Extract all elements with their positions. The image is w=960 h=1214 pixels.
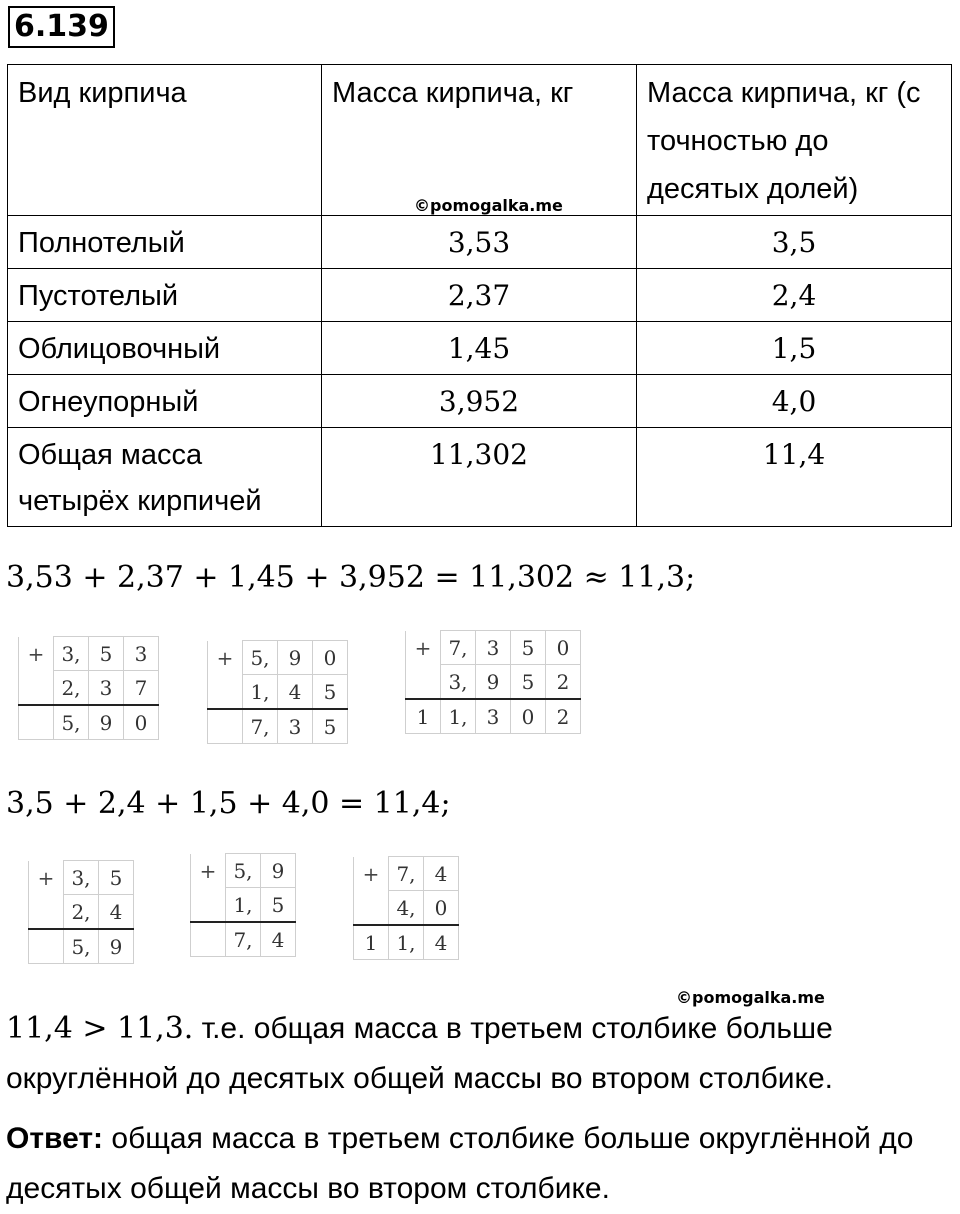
- brick-mass: 2,37: [322, 269, 637, 322]
- brick-mass: 11,302: [322, 428, 637, 527]
- grid-row: [191, 922, 296, 957]
- grid-digit: [19, 671, 54, 706]
- problem-number: 6.139: [8, 6, 115, 48]
- brick-mass: 3,952: [322, 375, 637, 428]
- grid-digit: 1: [354, 925, 389, 960]
- grid-digit: 3: [124, 637, 159, 671]
- table-total-row: [8, 428, 952, 527]
- grid-digit: 7,: [226, 922, 261, 957]
- grid-digit: 5: [261, 888, 296, 923]
- grid-digit: 0: [313, 641, 348, 675]
- grid-digit: 9: [89, 705, 124, 740]
- brick-mass-rounded: 2,4: [637, 269, 952, 322]
- grid-row: [354, 891, 459, 926]
- comparison-explanation: т.е. общая масса в третьем столбике больше округлённой до десятых общей массы во втором столбике.: [6, 1012, 834, 1095]
- grid-digit: 1,: [226, 888, 261, 923]
- brick-name: Полнотелый: [8, 216, 322, 269]
- grid-digit: 0: [124, 705, 159, 740]
- table-row: [8, 269, 952, 322]
- plus-sign: +: [29, 861, 64, 895]
- grid-digit: 5: [99, 861, 134, 895]
- grid-digit: 3: [476, 699, 511, 734]
- brick-name: Облицовочный: [8, 322, 322, 375]
- grid-digit: 9: [476, 665, 511, 700]
- brick-mass: 3,53: [322, 216, 637, 269]
- grid-digit: [406, 665, 441, 700]
- grid-row: [19, 705, 159, 740]
- grid-digit: 3,: [64, 861, 99, 895]
- brick-mass-rounded: 1,5: [637, 322, 952, 375]
- brick-mass-rounded: 11,4: [637, 428, 952, 527]
- grid-digit: 7: [124, 671, 159, 706]
- answer-body: общая масса в третьем столбике больше округлённой до десятых общей массы во втором столбике.: [6, 1122, 914, 1205]
- grid-digit: 5: [313, 709, 348, 744]
- grid-digit: 7,: [389, 857, 424, 891]
- grid-digit: 0: [424, 891, 459, 926]
- grid-digit: 2,: [54, 671, 89, 706]
- header-brick-mass-rounded: Масса кирпича, кг (с точностью до десятых долей): [637, 65, 952, 216]
- grid-digit: 4: [99, 895, 134, 930]
- grid-digit: [354, 891, 389, 926]
- brick-name: Общая масса четырёх кирпичей: [8, 428, 322, 527]
- grid-row: [406, 631, 581, 665]
- grid-digit: [19, 705, 54, 740]
- grid-digit: 1,: [389, 925, 424, 960]
- grid-row: [208, 675, 348, 710]
- table-row: [8, 375, 952, 428]
- plus-sign: +: [406, 631, 441, 665]
- grid-digit: 4: [424, 857, 459, 891]
- grid-digit: 2,: [64, 895, 99, 930]
- grid-digit: 5: [313, 675, 348, 710]
- plus-sign: +: [19, 637, 54, 671]
- column-addition-grid: [405, 630, 581, 734]
- grid-row: [208, 641, 348, 675]
- watermark: ©pomogalka.me: [676, 988, 825, 1007]
- grid-row: [354, 857, 459, 891]
- grid-digit: 3,: [441, 665, 476, 700]
- brick-mass-rounded: 3,5: [637, 216, 952, 269]
- answer-text: [6, 1114, 951, 1214]
- table-header-row: [8, 65, 952, 216]
- grid-digit: 5: [511, 665, 546, 700]
- grid-digit: 1: [406, 699, 441, 734]
- brick-mass-table: [7, 64, 952, 527]
- column-addition-grid: [28, 860, 134, 964]
- grid-digit: 4,: [389, 891, 424, 926]
- grid-row: [29, 929, 134, 964]
- plus-sign: +: [208, 641, 243, 675]
- grid-digit: 3: [476, 631, 511, 665]
- grid-digit: 0: [546, 631, 581, 665]
- grid-digit: [29, 929, 64, 964]
- comparison-text: [6, 1004, 951, 1104]
- grid-row: [29, 861, 134, 895]
- grid-digit: 7,: [243, 709, 278, 744]
- grid-row: [191, 854, 296, 888]
- grid-digit: 4: [278, 675, 313, 710]
- grid-digit: 1,: [243, 675, 278, 710]
- header-brick-type: Вид кирпича: [8, 65, 322, 216]
- equation-sum-exact: 3,53 + 2,37 + 1,45 + 3,952 = 11,302 ≈ 11,3;: [6, 560, 696, 595]
- grid-digit: 5: [511, 631, 546, 665]
- grid-digit: 4: [261, 922, 296, 957]
- grid-digit: 5: [89, 637, 124, 671]
- grid-row: [406, 665, 581, 700]
- grid-digit: 5,: [54, 705, 89, 740]
- brick-name: Пустотелый: [8, 269, 322, 322]
- table-row: [8, 216, 952, 269]
- grid-row: [19, 637, 159, 671]
- grid-digit: 3: [89, 671, 124, 706]
- column-addition-grid: [207, 640, 348, 744]
- table-row: [8, 322, 952, 375]
- grid-digit: 3,: [54, 637, 89, 671]
- grid-digit: 2: [546, 699, 581, 734]
- grid-digit: [208, 675, 243, 710]
- grid-digit: 9: [278, 641, 313, 675]
- comparison-math: 11,4 > 11,3.: [6, 1011, 194, 1046]
- grid-digit: 9: [99, 929, 134, 964]
- plus-sign: +: [191, 854, 226, 888]
- grid-digit: 5,: [243, 641, 278, 675]
- column-addition-grid: [353, 856, 459, 960]
- brick-mass-rounded: 4,0: [637, 375, 952, 428]
- grid-digit: [29, 895, 64, 930]
- plus-sign: +: [354, 857, 389, 891]
- answer-label: Ответ:: [6, 1122, 104, 1155]
- grid-digit: 5,: [64, 929, 99, 964]
- grid-row: [208, 709, 348, 744]
- column-addition-grid: [190, 853, 296, 957]
- grid-row: [29, 895, 134, 930]
- grid-digit: [191, 888, 226, 923]
- grid-digit: 0: [511, 699, 546, 734]
- equation-sum-rounded: 3,5 + 2,4 + 1,5 + 4,0 = 11,4;: [6, 786, 451, 821]
- header-brick-mass: Масса кирпича, кг: [322, 65, 637, 216]
- grid-digit: [208, 709, 243, 744]
- grid-digit: 9: [261, 854, 296, 888]
- grid-row: [406, 699, 581, 734]
- watermark: ©pomogalka.me: [414, 196, 563, 215]
- grid-digit: 5,: [226, 854, 261, 888]
- brick-mass: 1,45: [322, 322, 637, 375]
- grid-digit: 3: [278, 709, 313, 744]
- grid-row: [191, 888, 296, 923]
- column-addition-grid: [18, 636, 159, 740]
- brick-name: Огнеупорный: [8, 375, 322, 428]
- grid-digit: [191, 922, 226, 957]
- grid-digit: 1,: [441, 699, 476, 734]
- grid-digit: 7,: [441, 631, 476, 665]
- grid-digit: 2: [546, 665, 581, 700]
- grid-row: [354, 925, 459, 960]
- grid-row: [19, 671, 159, 706]
- grid-digit: 4: [424, 925, 459, 960]
